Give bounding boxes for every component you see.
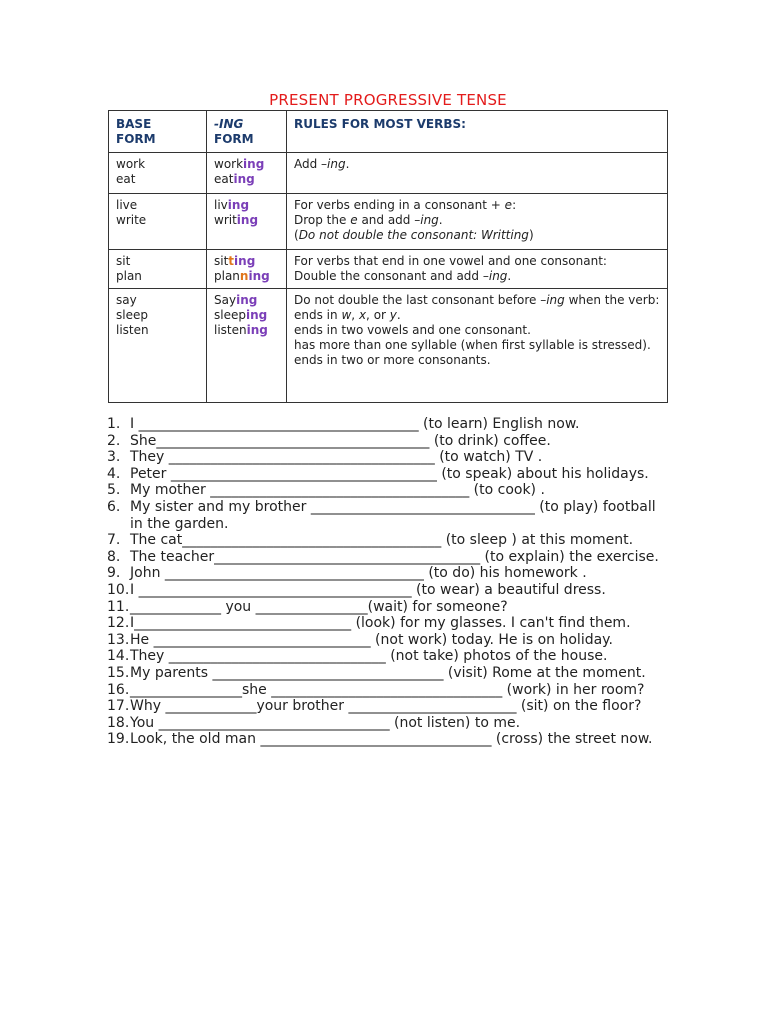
ing-verb: eating — [214, 172, 255, 186]
exercise-item — [107, 416, 667, 433]
ing-verb: listening — [214, 323, 268, 337]
base-verb: plan — [116, 269, 142, 283]
exercise-item — [107, 565, 667, 582]
base-verb: sleep — [116, 308, 148, 322]
exercise-item — [107, 632, 667, 649]
ing-verb: writing — [214, 213, 259, 227]
exercise-number: 4. — [107, 465, 121, 482]
exercise-sentence: They _______________________________ (not take) photos of the house. — [130, 648, 608, 665]
base-form-cell — [109, 153, 207, 194]
base-verb: eat — [116, 172, 136, 186]
exercise-item — [107, 682, 667, 699]
exercise-sentence: John _____________________________________ (to do) his homework . — [130, 565, 587, 582]
ing-verb: planning — [214, 269, 270, 283]
exercise-number: 17. — [107, 698, 130, 715]
rule-cell — [287, 250, 668, 289]
exercise-number: 7. — [107, 532, 121, 549]
exercise-item — [107, 582, 667, 599]
ing-form-cell — [207, 250, 287, 289]
exercise-number: 15. — [107, 664, 130, 681]
worksheet-title: PRESENT PROGRESSIVE TENSE — [269, 91, 507, 109]
exercise-item — [107, 482, 667, 499]
exercise-number: 6. — [107, 498, 121, 515]
exercise-sentence: I ________________________________________ (to learn) English now. — [130, 416, 580, 432]
base-form-cell — [109, 289, 207, 403]
rule-text: Do not double the last consonant before –ing when the verb: — [294, 293, 660, 307]
exercise-item — [107, 599, 667, 616]
exercise-number: 16. — [107, 681, 130, 698]
base-verb: sit — [116, 254, 131, 268]
exercise-item — [107, 532, 667, 549]
exercise-sentence: The cat_____________________________________ (to sleep ) at this moment. — [130, 532, 634, 549]
exercise-number: 1. — [107, 416, 121, 432]
exercise-sentence: Look, the old man _________________________________ (cross) the street now. — [130, 731, 653, 748]
base-verb: work — [116, 157, 146, 171]
table-header-row — [109, 111, 668, 153]
ing-verb: living — [214, 198, 250, 212]
rule-text: For verbs ending in a consonant + e: — [294, 198, 517, 212]
header-ing-form: -ING FORM — [207, 111, 287, 153]
rule-text: Drop the e and add –ing. — [294, 213, 443, 227]
rules-table — [108, 110, 668, 403]
exercise-item — [107, 731, 667, 748]
header-rules: RULES FOR MOST VERBS: — [287, 111, 668, 153]
ing-verb: Saying — [214, 293, 258, 307]
exercise-sentence: _____________ you ________________(wait) for someone? — [130, 598, 508, 615]
exercise-sentence: I_______________________________ (look) for my glasses. I can't find them. — [130, 615, 631, 632]
table-row — [109, 289, 668, 403]
base-verb: write — [116, 213, 147, 227]
exercise-number: 19. — [107, 731, 130, 748]
base-verb: listen — [116, 323, 149, 337]
rule-text: has more than one syllable (when first syllable is stressed). — [294, 338, 651, 352]
base-verb: live — [116, 198, 138, 212]
exercise-item — [107, 433, 667, 450]
exercise-item — [107, 698, 667, 715]
ing-form-cell — [207, 194, 287, 250]
ing-form-cell — [207, 153, 287, 194]
rule-text: ends in two vowels and one consonant. — [294, 323, 531, 337]
exercise-sentence: They ______________________________________ (to watch) TV . — [130, 449, 543, 466]
exercise-sentence: My mother _____________________________________ (to cook) . — [130, 482, 545, 499]
exercise-item — [107, 615, 667, 632]
ing-verb: working — [214, 157, 265, 171]
exercise-number: 11. — [107, 598, 130, 615]
ing-verb: sleeping — [214, 308, 268, 322]
rule-cell — [287, 194, 668, 250]
exercise-sentence: Peter ______________________________________ (to speak) about his holidays. — [130, 465, 649, 482]
rule-text: For verbs that end in one vowel and one consonant: — [294, 254, 607, 268]
rule-text: (Do not double the consonant: Writting) — [294, 228, 534, 242]
exercise-number: 13. — [107, 631, 130, 648]
rule-cell — [287, 289, 668, 403]
exercise-item — [107, 715, 667, 732]
rule-cell — [287, 153, 668, 194]
exercise-sentence: You _________________________________ (not listen) to me. — [130, 714, 521, 731]
rule-text: ends in two or more consonants. — [294, 353, 491, 367]
exercise-sentence: My parents _________________________________ (visit) Rome at the moment. — [130, 664, 646, 681]
exercise-number: 5. — [107, 482, 121, 499]
ing-verb: sitting — [214, 254, 256, 268]
exercise-sentence: He _______________________________ (not work) today. He is on holiday. — [130, 631, 613, 648]
exercise-item — [107, 648, 667, 665]
exercise-item — [107, 499, 667, 532]
exercise-sentence: ________________she _________________________________ (work) in her room? — [130, 681, 645, 698]
exercise-number: 2. — [107, 432, 121, 449]
exercise-list — [107, 416, 667, 748]
exercise-number: 9. — [107, 565, 121, 582]
ing-form-cell — [207, 289, 287, 403]
exercise-sentence: Why _____________your brother ________________________ (sit) on the floor? — [130, 698, 642, 715]
rule-text: Add –ing. — [294, 157, 350, 171]
exercise-sentence: The teacher______________________________________ (to explain) the exercise. — [130, 548, 659, 565]
base-verb: say — [116, 293, 137, 307]
table-row — [109, 153, 668, 194]
table-row — [109, 250, 668, 289]
base-form-cell — [109, 250, 207, 289]
rule-text: ends in w, x, or y. — [294, 308, 401, 322]
base-form-cell — [109, 194, 207, 250]
exercise-number: 12. — [107, 615, 130, 632]
exercise-sentence: She_______________________________________ (to drink) coffee. — [130, 432, 551, 449]
exercise-sentence: I _______________________________________ (to wear) a beautiful dress. — [130, 581, 606, 598]
rule-text: Double the consonant and add –ing. — [294, 269, 512, 283]
table-row — [109, 194, 668, 250]
exercise-item — [107, 549, 667, 566]
exercise-number: 8. — [107, 548, 121, 565]
exercise-item — [107, 665, 667, 682]
exercise-number: 10. — [107, 581, 130, 598]
exercise-number: 3. — [107, 449, 121, 466]
header-base-form: BASE FORM — [109, 111, 207, 153]
exercise-item — [107, 466, 667, 483]
exercise-number: 14. — [107, 648, 130, 665]
exercise-item — [107, 449, 667, 466]
exercise-number: 18. — [107, 714, 130, 731]
exercise-sentence: My sister and my brother ________________________________ (to play) football in the garden. — [130, 498, 661, 532]
